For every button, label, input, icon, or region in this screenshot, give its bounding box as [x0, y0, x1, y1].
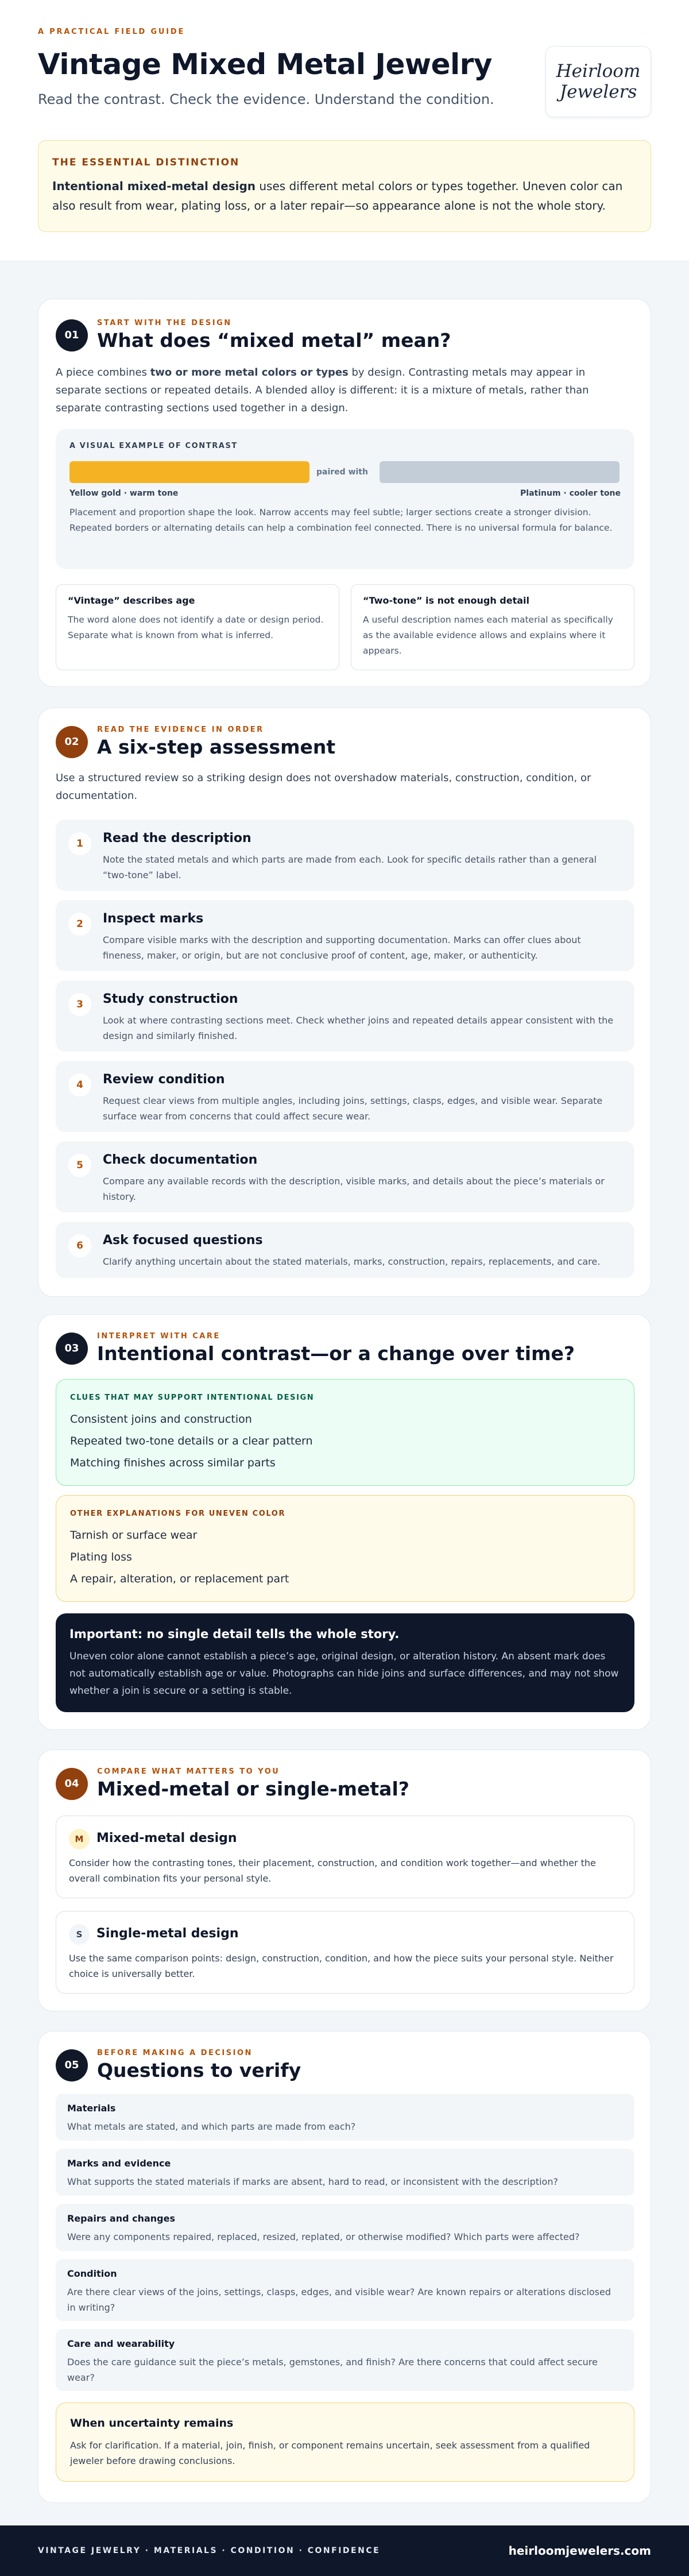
uncertainty-title: When uncertainty remains: [70, 2417, 234, 2430]
step-card: [56, 820, 634, 891]
page-title: Vintage Mixed Metal Jewelry: [38, 48, 492, 81]
step-card: [56, 1222, 634, 1278]
section-number: 03: [56, 1333, 88, 1365]
step-title: Ask focused questions: [103, 1233, 263, 1248]
contrast-visual-panel: [56, 429, 634, 569]
section-kicker: START WITH THE DESIGN: [97, 319, 232, 327]
footer-tagline: VINTAGE JEWELRY · MATERIALS · CONDITION · CONFIDENCE: [38, 2546, 381, 2555]
question-title: Care and wearability: [67, 2338, 175, 2349]
step-card: [56, 1141, 634, 1212]
two-tone-note-card: [351, 584, 634, 670]
mini-card-text: The word alone does not identify a date or design period. Separate what is known from what is inferred.: [68, 615, 324, 640]
uncertainty-text: Ask for clarification. If a material, join, finish, or component remains uncertain, seek assessment from a qualified jeweler before drawing conclusions.: [70, 2440, 590, 2466]
section-title: What does “mixed metal” mean?: [97, 329, 451, 352]
hero-eyebrow: A PRACTICAL FIELD GUIDE: [38, 28, 185, 36]
section-six-step-assessment: [38, 708, 651, 1297]
footer-website-link[interactable]: heirloomjewelers.com: [508, 2544, 651, 2558]
step-number: 5: [68, 1154, 91, 1177]
step-text: Look at where contrasting sections meet. Check whether joins and repeated details appear consistent with the design and similarly finished.: [103, 1015, 614, 1041]
vintage-note-card: [56, 584, 339, 670]
step-title: Study construction: [103, 992, 238, 1006]
clues-label: CLUES THAT MAY SUPPORT INTENTIONAL DESIGN: [70, 1393, 315, 1402]
step-number: 4: [68, 1073, 91, 1096]
hero: [0, 0, 689, 261]
list-item: A repair, alteration, or replacement part: [70, 1573, 289, 1585]
essential-callout: [38, 140, 651, 232]
step-title: Inspect marks: [103, 912, 204, 926]
section-header: [56, 1332, 575, 1365]
option-title: Single-metal design: [96, 1926, 239, 1941]
mini-card-title: “Vintage” describes age: [68, 595, 195, 606]
section-kicker: COMPARE WHAT MATTERS TO YOU: [97, 1767, 280, 1776]
mini-card-text: A useful description names each material as specifically as the available evidence allows and explains where it appears.: [363, 615, 613, 656]
list-item: Consistent joins and construction: [70, 1413, 252, 1426]
step-card: [56, 980, 634, 1052]
list-item: Repeated two-tone details or a clear pattern: [70, 1435, 313, 1447]
question-text: What metals are stated, and which parts are made from each?: [67, 2121, 356, 2132]
section-header: [56, 1767, 409, 1800]
intro-bold: two or more metal colors or types: [150, 366, 349, 379]
section-title: Questions to verify: [97, 2059, 301, 2081]
mixed-metal-option-card: [56, 1816, 634, 1898]
step-title: Read the description: [103, 831, 251, 845]
logo[interactable]: [545, 46, 651, 117]
list-item: Tarnish or surface wear: [70, 1529, 198, 1542]
section-number: 02: [56, 726, 88, 758]
section-header: [56, 2049, 301, 2081]
visual-note: Placement and proportion shape the look. Narrow accents may feel subtle; larger sections create a stronger division. Repeated borders or alternating details can help a combination feel connected. There is no universal formula for balance.: [69, 507, 613, 533]
callout-body: uses different metal colors or types together. Uneven color can also result from wear, plating loss, or a later repair—so appearance alone is not the whole story.: [52, 179, 623, 213]
list-item: Plating loss: [70, 1551, 132, 1563]
section-intro: Use a structured review so a striking design does not overshadow materials, construction, condition, or documentation.: [56, 772, 591, 802]
option-text: Use the same comparison points: design, construction, condition, and how the piece suits your personal style. Neither choice is universally better.: [69, 1953, 614, 1979]
section-compare: [38, 1749, 651, 2011]
section-kicker: READ THE EVIDENCE IN ORDER: [97, 725, 264, 734]
question-card: [56, 2329, 634, 2391]
section-title: A six-step assessment: [97, 736, 336, 758]
section-title: Intentional contrast—or a change over time?: [97, 1342, 575, 1365]
single-metal-badge: S: [69, 1924, 90, 1945]
callout-bold: Intentional mixed-metal design: [52, 179, 256, 193]
important-warning-box: [56, 1613, 634, 1712]
question-title: Condition: [67, 2268, 117, 2279]
section-kicker: BEFORE MAKING A DECISION: [97, 2049, 253, 2057]
step-number: 6: [68, 1234, 91, 1257]
section-title: Mixed-metal or single-metal?: [97, 1778, 409, 1800]
step-number: 1: [68, 832, 91, 855]
question-card: [56, 2149, 634, 2196]
platinum-swatch: [380, 461, 620, 483]
mixed-metal-badge: M: [69, 1829, 90, 1849]
question-text: Were any components repaired, replaced, resized, replated, or otherwise modified? Which parts were affected?: [67, 2231, 580, 2242]
step-text: Clarify anything uncertain about the stated materials, marks, construction, repairs, replacements, and care.: [103, 1256, 601, 1267]
question-card: [56, 2094, 634, 2141]
question-title: Materials: [67, 2103, 116, 2114]
question-text: Does the care guidance suit the piece’s metals, gemstones, and finish? Are there concerns that could affect secure wear?: [67, 2357, 598, 2383]
question-card: [56, 2204, 634, 2251]
uncertainty-callout: [56, 2403, 634, 2482]
question-title: Marks and evidence: [67, 2158, 171, 2169]
list-item: Matching finishes across similar parts: [70, 1457, 276, 1469]
other-explanations-box: [56, 1495, 634, 1602]
step-number: 3: [68, 993, 91, 1016]
intro-part: A piece combines: [56, 366, 150, 379]
yellow-gold-swatch: [69, 461, 309, 483]
section-kicker: INTERPRET WITH CARE: [97, 1332, 220, 1341]
warning-text: Uneven color alone cannot establish a piece’s age, original design, or alteration history. An absent mark does not automatically establish age or value. Photographs can hide joins and surface differences, and may not show whether a join is secure or a setting is stable.: [69, 1651, 619, 1697]
warning-title: Important: no single detail tells the whole story.: [69, 1627, 400, 1641]
question-text: Are there clear views of the joins, settings, clasps, edges, and visible wear? Are known repairs or alterations disclosed in writing?: [67, 2287, 611, 2313]
section-header: [56, 725, 335, 758]
question-text: What supports the stated materials if marks are absent, hard to read, or inconsistent with the description?: [67, 2176, 558, 2187]
single-metal-option-card: [56, 1911, 634, 1994]
explanations-list: [70, 1524, 289, 1590]
question-card: [56, 2259, 634, 2321]
section-questions: [38, 2031, 651, 2503]
logo-line-1: Heirloom: [556, 61, 641, 82]
step-card: [56, 900, 634, 971]
clues-list: [70, 1408, 313, 1474]
callout-text: [52, 176, 637, 215]
left-swatch-caption: Yellow gold · warm tone: [69, 489, 179, 498]
callout-label: THE ESSENTIAL DISTINCTION: [52, 157, 240, 168]
option-title: Mixed-metal design: [96, 1831, 237, 1845]
intentional-clues-box: [56, 1379, 634, 1486]
intro-part: by design. Contrasting metals may appear in separate sections or repeated details. A blended alloy is different: it is a mixture of metals, rather than separate contrasting sections used together in a design.: [56, 366, 589, 414]
step-title: Check documentation: [103, 1153, 258, 1167]
logo-line-2: Jewelers: [559, 82, 637, 102]
question-title: Repairs and changes: [67, 2213, 175, 2224]
step-text: Compare visible marks with the description and supporting documentation. Marks can offer clues about fineness, maker, or origin, but are not conclusive proof of content, age, maker, or authenticity.: [103, 934, 581, 961]
step-text: Note the stated metals and which parts are made from each. Look for specific details rather than a general “two-tone” label.: [103, 854, 597, 880]
section-header: [56, 319, 451, 352]
section-mixed-metal-meaning: [38, 299, 651, 687]
right-swatch-caption: Platinum · cooler tone: [520, 489, 621, 498]
section-intro: [56, 364, 630, 417]
step-card: [56, 1061, 634, 1132]
section-number: 01: [56, 319, 88, 352]
step-text: Compare any available records with the description, visible marks, and details about the piece’s materials or history.: [103, 1176, 605, 1202]
page-subtitle: Read the contrast. Check the evidence. Understand the condition.: [38, 91, 494, 107]
step-text: Request clear views from multiple angles, including joins, settings, clasps, edges, and visible wear. Separate surface wear from concerns that could affect secure wear.: [103, 1095, 603, 1122]
step-number: 2: [68, 913, 91, 936]
footer: [0, 2525, 689, 2576]
section-number: 04: [56, 1768, 88, 1800]
step-title: Review condition: [103, 1072, 225, 1087]
section-interpret: [38, 1314, 651, 1730]
option-text: Consider how the contrasting tones, their placement, construction, and condition work together—and whether the overall combination fits your personal style.: [69, 1857, 596, 1884]
visual-label: A VISUAL EXAMPLE OF CONTRAST: [69, 442, 238, 450]
section-number: 05: [56, 2049, 88, 2081]
paired-with-label: paired with: [316, 468, 368, 477]
mini-card-title: “Two-tone” is not enough detail: [363, 595, 529, 606]
explanations-label: OTHER EXPLANATIONS FOR UNEVEN COLOR: [70, 1509, 286, 1518]
